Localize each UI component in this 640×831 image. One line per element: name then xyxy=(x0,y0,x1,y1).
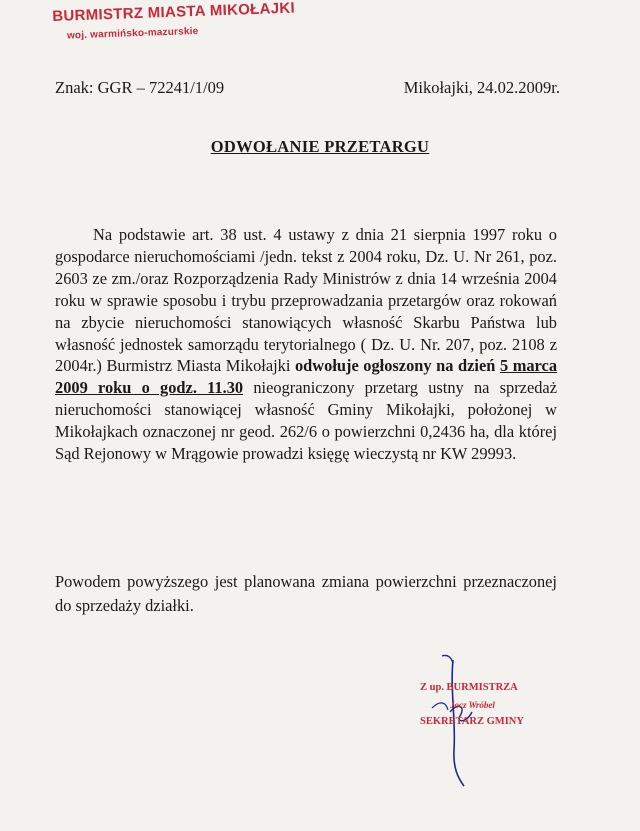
auction-date-time: 5 marca 2009 roku o godz. 11.30 xyxy=(55,356,558,398)
document-title: ODWOŁANIE PRZETARGU xyxy=(210,137,430,156)
office-stamp xyxy=(52,0,296,42)
place-and-date: Mikołajki, 24.02.2009r. xyxy=(403,78,560,97)
reason-paragraph: Powodem powyższego jest planowana zmiana powierzchni przeznaczonej do sprzedaży działki. xyxy=(55,572,557,615)
signatory-name: Jocz Wróbel xyxy=(450,700,495,710)
stamp-title: BURMISTRZ MIASTA MIKOŁAJKI xyxy=(52,0,296,25)
reference-line xyxy=(55,78,560,98)
legal-basis-text: Na podstawie art. 38 ust. 4 ustawy z dnia 21 sierpnia 1997 roku o gospodarce nieruchomościami /jedn. tekst z 2004 roku, Dz. U. Nr 261, poz. 2603 ze zm./oraz Rozporządzenia Rady Ministrów z dnia 14 września 2004 roku w sprawie sposobu i trybu przeprowadzania przetargów oraz rokowań na zbycie nieruchomości stanowiących własność Skarbu Państwa lub własność jednostek samorządu terytorialnego ( Dz. U. Nr. 207, poz. 2108 z 2004r.) Burmistrz Miasta Mikołajki xyxy=(55,225,557,376)
reference-number: Znak: GGR – 72241/1/09 xyxy=(55,78,225,97)
property-description: nieograniczony przetarg ustny na sprzedaż nieruchomości stanowiącej własność Gminy Mikołajki, położonej w Mikołajkach oznaczonej nr geod. 262/6 o powierzchni 0,2436 ha, dla której Sąd Rejonowy w Mrągowie prowadzi księgę wieczystą nr KW 29993. xyxy=(55,378,557,464)
stamp-subtitle: woj. warmińsko-mazurskie xyxy=(66,25,199,42)
main-paragraph xyxy=(55,224,557,465)
signature-authority: Z up. BURMISTRZA xyxy=(420,682,518,693)
signatory-title: SEKRETARZ GMINY xyxy=(420,716,524,727)
cancellation-statement: odwołuje ogłoszony na dzień xyxy=(294,356,496,376)
signature-block xyxy=(420,650,550,790)
